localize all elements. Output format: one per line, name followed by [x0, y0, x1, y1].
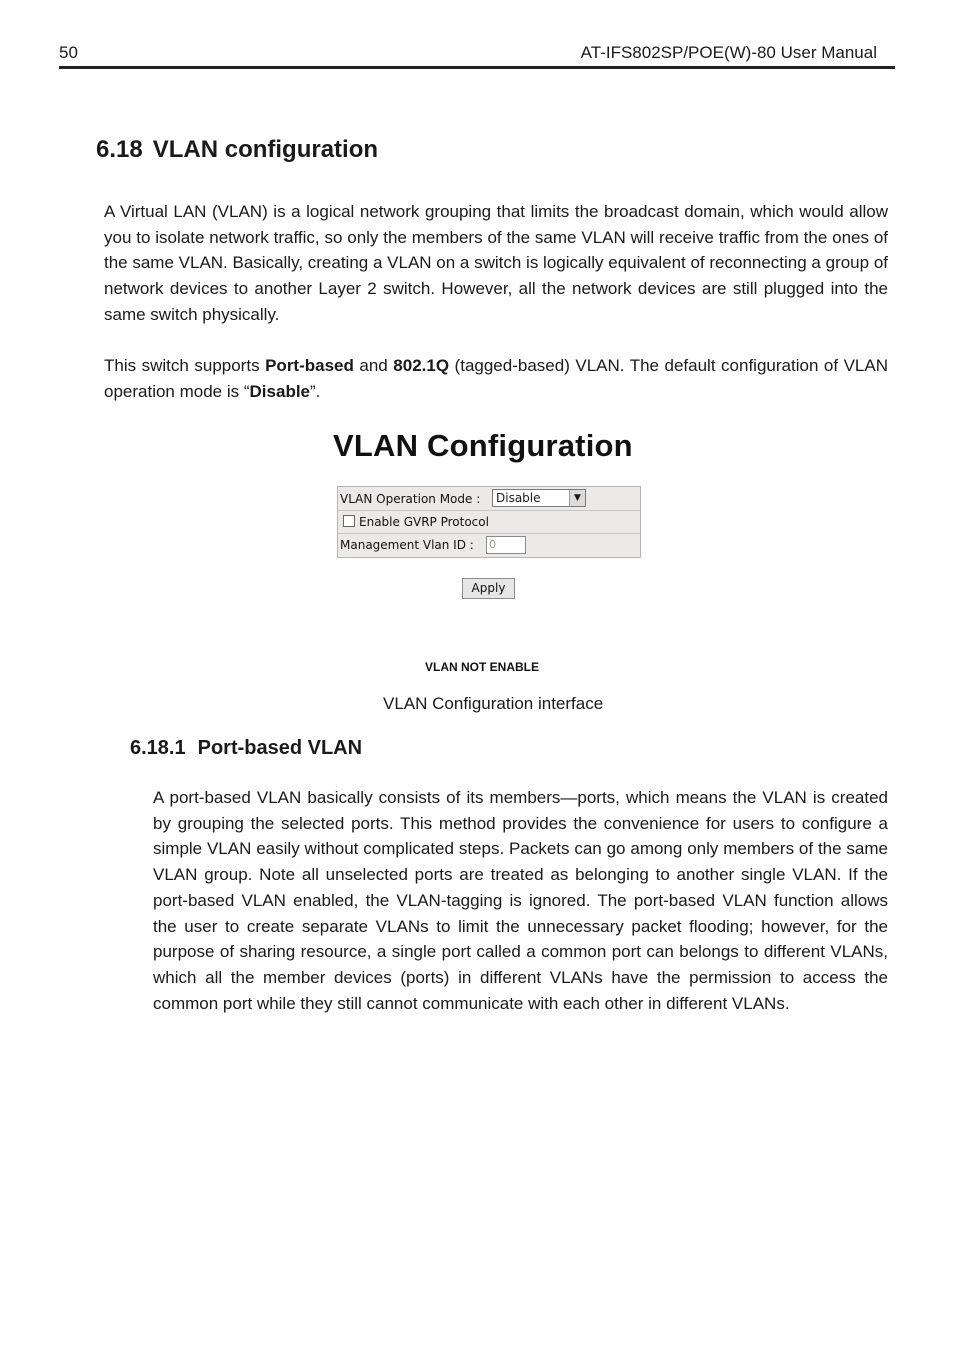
mgmt-vlan-label: Management Vlan ID : — [340, 538, 474, 552]
bold-disable: Disable — [249, 381, 311, 401]
operation-mode-label: VLAN Operation Mode : — [340, 492, 481, 506]
mgmt-vlan-input[interactable] — [486, 536, 526, 554]
intro-paragraph: A Virtual LAN (VLAN) is a logical network grouping that limits the broadcast domain, which would allow you to isolate network traffic, so only the members of the same VLAN will receive traffic from the ones of the same VLAN. Basically, creating a VLAN on a switch is logically equivalent of reconnecting a group of network devices to another Layer 2 switch. However, all the network devices are still plugged into the same switch physically. — [104, 202, 888, 324]
support-paragraph — [104, 353, 888, 404]
operation-mode-select[interactable] — [492, 489, 586, 507]
page-header — [59, 43, 895, 65]
bold-port-based: Port-based — [265, 356, 354, 375]
gvrp-label: Enable GVRP Protocol — [359, 515, 489, 529]
chevron-down-icon[interactable]: ▼ — [569, 490, 585, 506]
section-title: VLAN configuration — [152, 136, 379, 163]
apply-button[interactable]: Apply — [462, 578, 515, 599]
subsection-number: 6.18.1 — [130, 737, 186, 759]
mgmt-vlan-value: 0 — [489, 538, 496, 551]
page-number: 50 — [59, 43, 78, 62]
bold-8021q: 802.1Q — [393, 356, 450, 375]
text-run: (tagged-based) VLAN. The default configuration of VLAN operation mode is “ — [104, 356, 889, 401]
gvrp-checkbox[interactable] — [343, 515, 355, 527]
section-heading — [96, 136, 378, 164]
text-run: ”. — [310, 381, 321, 401]
vlan-status: VLAN NOT ENABLE — [425, 660, 539, 674]
operation-mode-row — [338, 487, 640, 511]
figure-caption: VLAN Configuration interface — [383, 694, 604, 713]
manual-title: AT-IFS802SP/POE(W)-80 User Manual — [580, 43, 877, 62]
text-run: and — [353, 356, 394, 375]
mgmt-vlan-row — [338, 533, 640, 556]
section-number: 6.18 — [96, 136, 143, 163]
gvrp-row — [338, 510, 640, 534]
text-run: This switch supports — [104, 356, 266, 375]
subsection-heading — [130, 737, 362, 760]
subsection-title: Port-based VLAN — [197, 737, 363, 759]
vlan-config-form — [337, 486, 641, 558]
header-rule — [59, 66, 895, 69]
screenshot-title: VLAN Configuration — [333, 428, 633, 463]
port-based-paragraph: A port-based VLAN basically consists of its members—ports, which means the VLAN is created by grouping the selected ports. This method provides the convenience for users to configure a simple VLAN easily without complicated steps. Packets can go among only members of the same VLAN group. Note all unselected ports are treated as belonging to another single VLAN. If the port-based VLAN enabled, the VLAN-tagging is ignored. The port-based VLAN function allows the user to create separate VLANs to limit the unnecessary packet flooding; however, for the purpose of sharing resource, a single port called a common port can belongs to different VLANs, which all the member devices (ports) in different VLANs have the permission to access the common port while they still cannot communicate with each other in different VLANs. — [153, 788, 888, 1013]
operation-mode-value: Disable — [496, 491, 541, 505]
